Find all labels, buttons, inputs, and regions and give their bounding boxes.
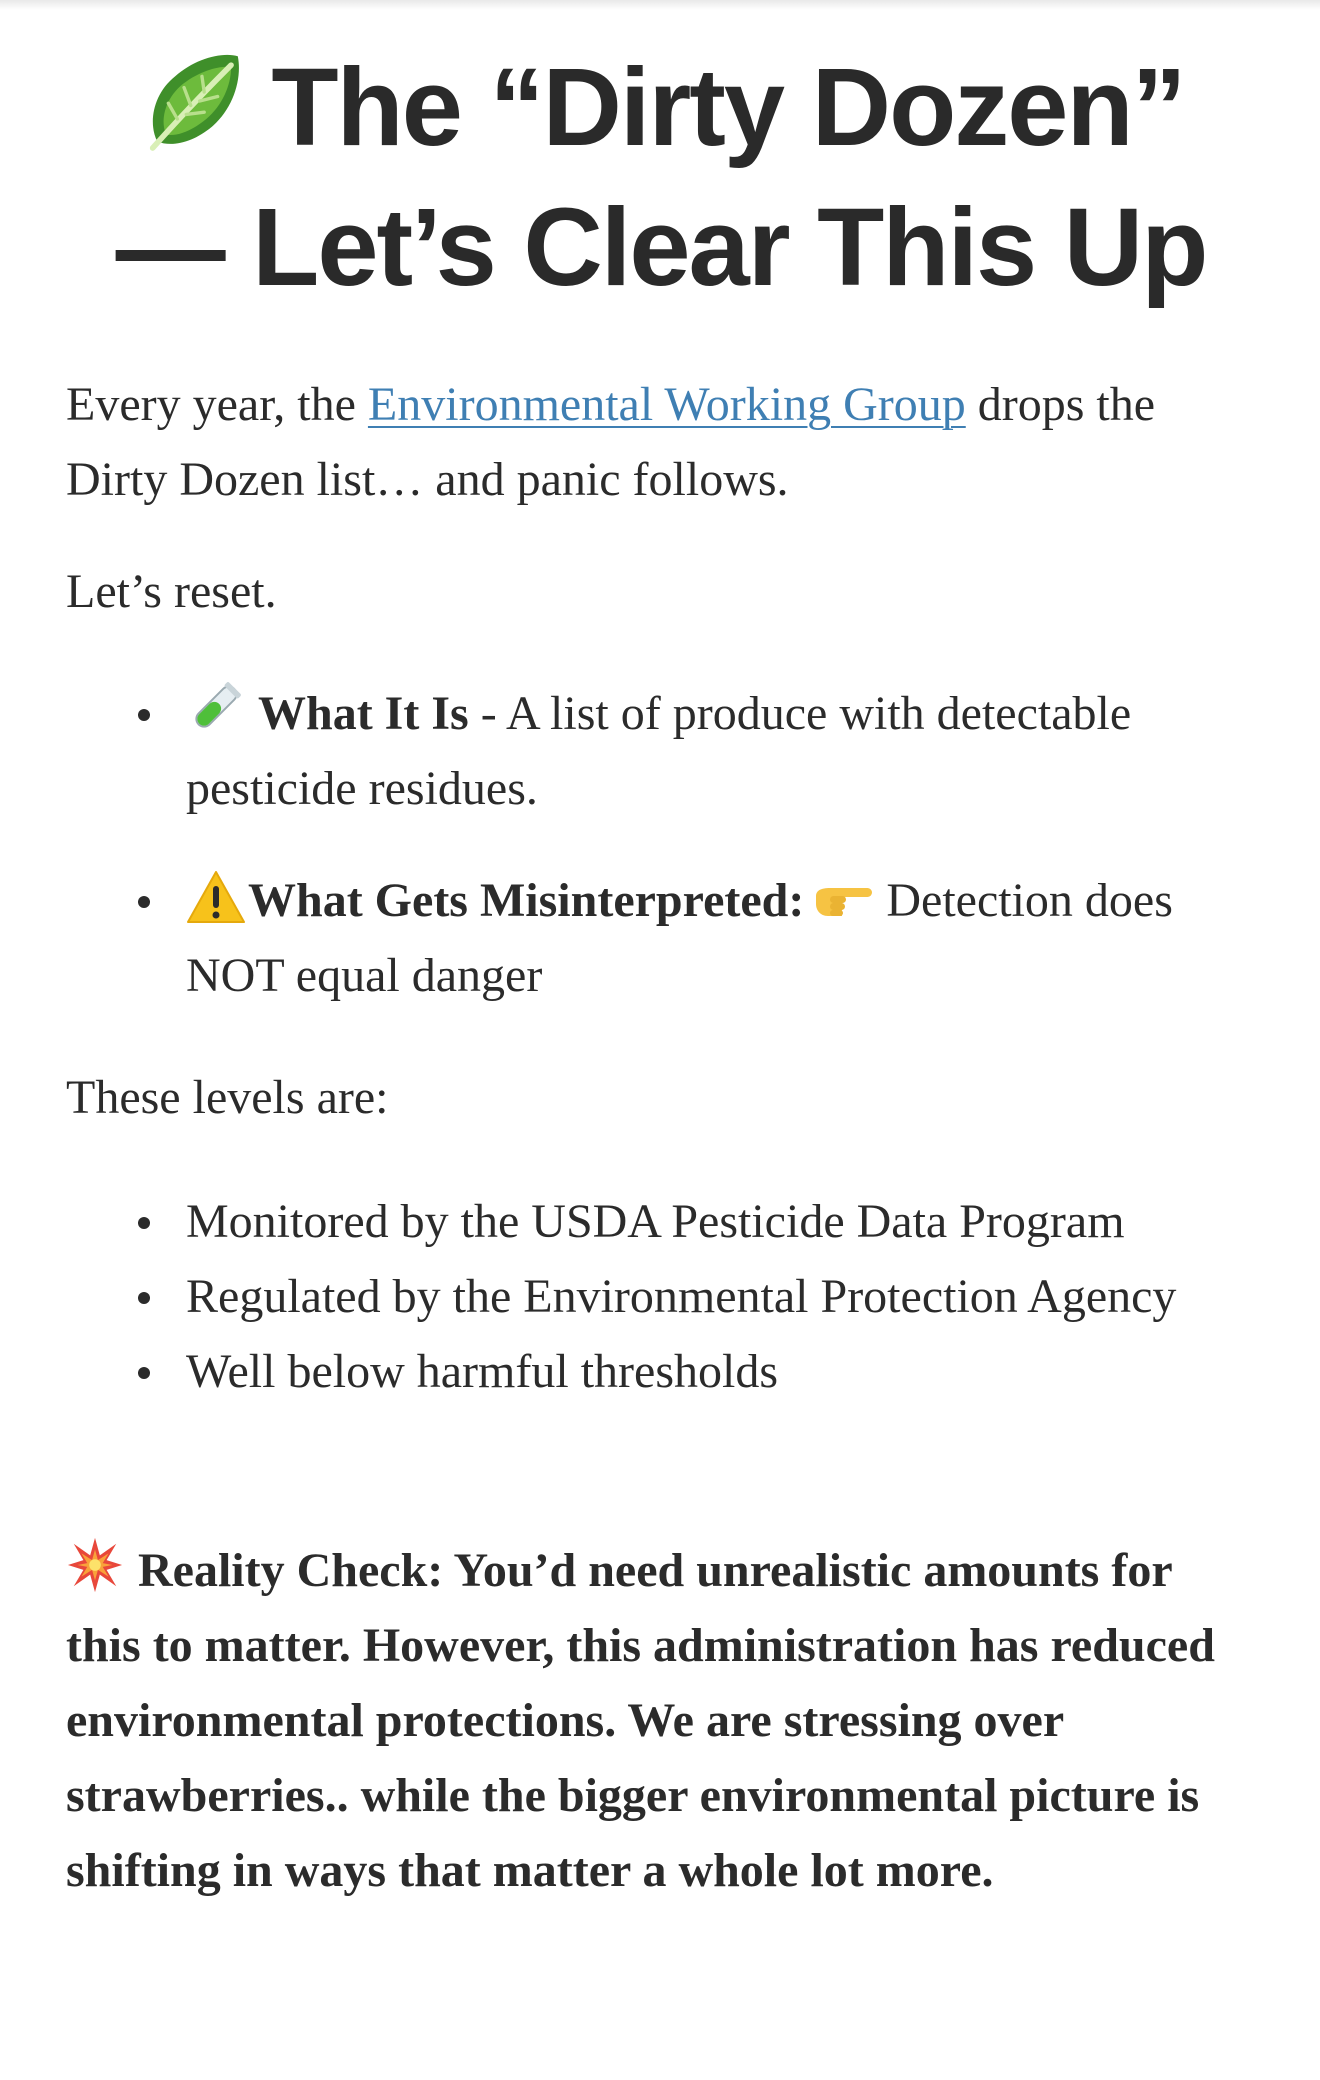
intro-paragraph bbox=[66, 367, 1256, 517]
page-title bbox=[66, 0, 1256, 318]
levels-list bbox=[66, 1184, 1256, 1409]
warning-icon bbox=[186, 870, 246, 924]
pointing-hand-icon bbox=[812, 880, 874, 920]
title-line-1 bbox=[66, 38, 1256, 178]
levels-intro: These levels are: bbox=[66, 1071, 389, 1124]
list-item: Well below harmful thresholds bbox=[66, 1334, 1256, 1409]
collision-icon bbox=[66, 1536, 124, 1594]
title-line-2: — Let’s Clear This Up bbox=[115, 186, 1207, 309]
leafy-green-icon bbox=[137, 45, 249, 157]
reality-check-paragraph bbox=[66, 1533, 1256, 1908]
what-it-is-text: - A list of produce with detectable pesticide residues. bbox=[186, 687, 1132, 815]
intro-text-end: drops the Dirty Dozen list… and panic follows. bbox=[66, 378, 1156, 506]
test-tube-icon bbox=[186, 679, 244, 737]
article bbox=[66, 0, 1256, 1897]
key-points-list bbox=[66, 676, 1256, 1050]
list-item bbox=[66, 676, 1256, 826]
list-item: Monitored by the USDA Pesticide Data Program bbox=[66, 1184, 1256, 1259]
intro-text-start: Every year, the bbox=[66, 378, 368, 431]
misinterpreted-text: Detection does NOT equal danger bbox=[186, 874, 1173, 1002]
list-item bbox=[66, 863, 1256, 1013]
reset-paragraph: Let’s reset. bbox=[66, 565, 277, 618]
reality-check-text: Reality Check: You’d need unrealistic amounts for this to matter. However, this administration has reduced environmental protections. We are stressing over strawberries.. while the bigger environmental picture is shifting in ways that matter a whole lot more. bbox=[66, 1544, 1215, 1897]
what-it-is-label: What It Is bbox=[258, 687, 469, 740]
misinterpreted-label: What Gets Misinterpreted: bbox=[248, 874, 805, 927]
list-item: Regulated by the Environmental Protection Agency bbox=[66, 1259, 1256, 1334]
title-line-1-text: The “Dirty Dozen” bbox=[271, 46, 1185, 169]
ewg-link[interactable]: Environmental Working Group bbox=[367, 378, 966, 431]
